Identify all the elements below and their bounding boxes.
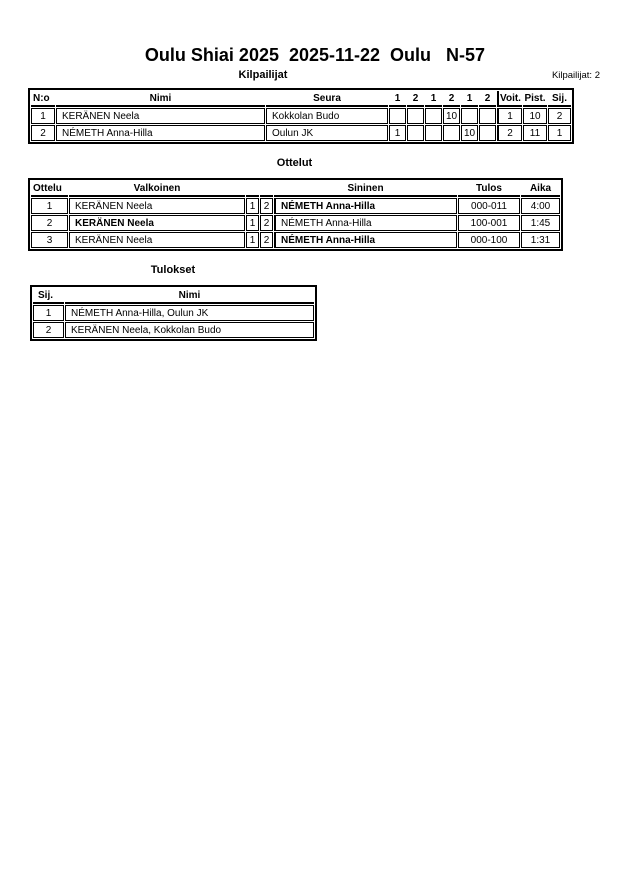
competitor-no: 1 (31, 108, 55, 124)
competitor-points: 11 (523, 125, 547, 141)
match-number: 3 (31, 232, 68, 248)
match-result: 000-011 (458, 198, 520, 214)
match-row (31, 232, 560, 248)
competitor-row (31, 125, 571, 141)
col-header-name: Nimi (65, 288, 314, 304)
col-header-match: Ottelu (31, 181, 68, 197)
col-header-round-6: 2 (479, 91, 496, 107)
col-header-club: Seura (266, 91, 388, 107)
competitor-wins: 1 (497, 108, 522, 124)
white-competitor: KERÄNEN Neela (69, 215, 245, 231)
white-competitor: KERÄNEN Neela (69, 198, 245, 214)
col-header-round-2: 2 (407, 91, 424, 107)
col-header-round-1: 1 (389, 91, 406, 107)
competitor-place: 2 (548, 108, 571, 124)
col-header-no: N:o (31, 91, 55, 107)
white-competitor-no: 1 (246, 215, 259, 231)
result-row (33, 305, 314, 321)
match-result: 000-100 (458, 232, 520, 248)
blue-competitor-no: 2 (260, 198, 273, 214)
score-cell (407, 125, 424, 141)
competitor-name: NÉMETH Anna-Hilla (56, 125, 265, 141)
col-header-place: Sij. (33, 288, 64, 304)
white-competitor-no: 1 (246, 198, 259, 214)
match-row (31, 198, 560, 214)
competitor-name: KERÄNEN Neela (56, 108, 265, 124)
score-cell: 10 (461, 125, 478, 141)
results-table (30, 285, 317, 341)
competitor-no: 2 (31, 125, 55, 141)
match-number: 1 (31, 198, 68, 214)
score-cell (443, 125, 460, 141)
score-cell (425, 125, 442, 141)
col-header-round-4: 2 (443, 91, 460, 107)
match-row (31, 215, 560, 231)
results-heading: Tulokset (150, 264, 196, 276)
score-cell (479, 125, 496, 141)
match-time: 1:31 (521, 232, 560, 248)
col-header-result: Tulos (458, 181, 520, 197)
score-cell (461, 108, 478, 124)
blue-competitor-no: 2 (260, 232, 273, 248)
score-cell (389, 108, 406, 124)
competitor-club: Kokkolan Budo (266, 108, 388, 124)
results-header-row (33, 288, 314, 304)
col-header-blue-no (260, 181, 273, 197)
score-cell (407, 108, 424, 124)
col-header-name: Nimi (56, 91, 265, 107)
competitor-row (31, 108, 571, 124)
match-result: 100-001 (458, 215, 520, 231)
competitors-heading: Kilpailijat (238, 69, 288, 81)
col-header-white: Valkoinen (69, 181, 245, 197)
col-header-points: Pist. (523, 91, 547, 107)
white-competitor: KERÄNEN Neela (69, 232, 245, 248)
col-header-place: Sij. (548, 91, 571, 107)
match-time: 4:00 (521, 198, 560, 214)
col-header-white-no (246, 181, 259, 197)
col-header-round-5: 1 (461, 91, 478, 107)
blue-competitor: NÉMETH Anna-Hilla (274, 232, 457, 248)
matches-header-row (31, 181, 560, 197)
competitors-count-label: Kilpailijat: 2 (551, 70, 600, 81)
score-cell: 1 (389, 125, 406, 141)
white-competitor-no: 1 (246, 232, 259, 248)
matches-heading: Ottelut (276, 157, 313, 169)
result-place: 1 (33, 305, 64, 321)
match-time: 1:45 (521, 215, 560, 231)
result-name: NÉMETH Anna-Hilla, Oulun JK (65, 305, 314, 321)
col-header-round-3: 1 (425, 91, 442, 107)
result-row (33, 322, 314, 338)
competitors-table (28, 88, 574, 144)
page-title: Oulu Shiai 2025 2025-11-22 Oulu N-57 (144, 45, 486, 65)
match-number: 2 (31, 215, 68, 231)
competitor-place: 1 (548, 125, 571, 141)
result-place: 2 (33, 322, 64, 338)
score-cell: 10 (443, 108, 460, 124)
blue-competitor: NÉMETH Anna-Hilla (274, 198, 457, 214)
matches-table (28, 178, 563, 251)
col-header-time: Aika (521, 181, 560, 197)
score-cell (479, 108, 496, 124)
competitor-points: 10 (523, 108, 547, 124)
competitor-club: Oulun JK (266, 125, 388, 141)
blue-competitor: NÉMETH Anna-Hilla (274, 215, 457, 231)
col-header-blue: Sininen (274, 181, 457, 197)
score-cell (425, 108, 442, 124)
blue-competitor-no: 2 (260, 215, 273, 231)
competitor-wins: 2 (497, 125, 522, 141)
result-name: KERÄNEN Neela, Kokkolan Budo (65, 322, 314, 338)
competitors-header-row (31, 91, 571, 107)
col-header-wins: Voit. (497, 91, 522, 107)
